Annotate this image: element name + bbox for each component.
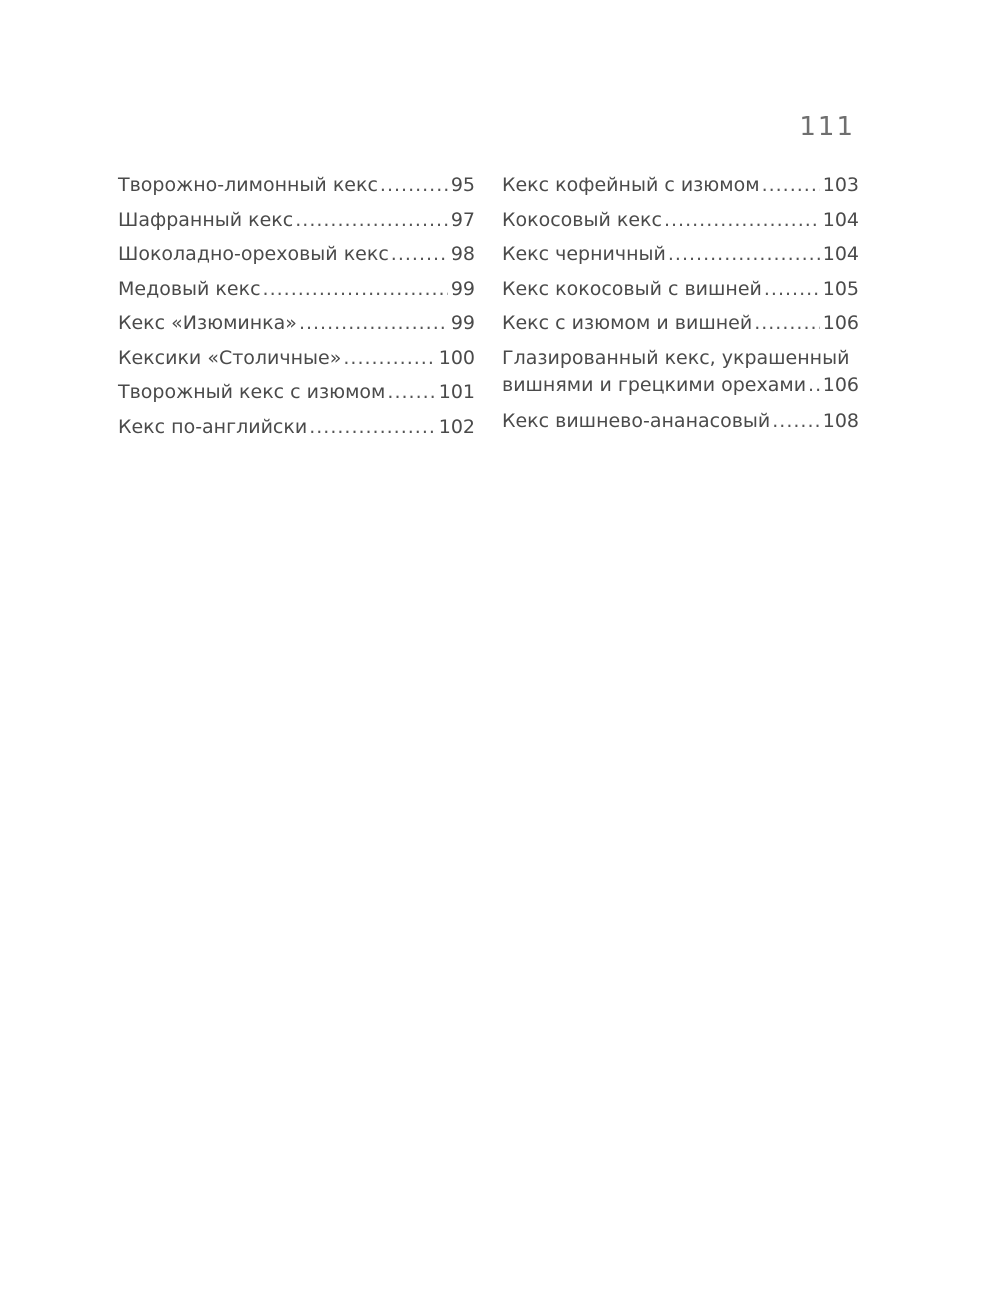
toc-entry[interactable] — [502, 276, 859, 311]
toc-entry[interactable] — [502, 207, 859, 242]
toc-entry-title: Кекс черничный — [502, 243, 666, 265]
leader-dots — [772, 408, 819, 435]
toc-entry-title: Кекс с изюмом и вишней — [502, 312, 753, 334]
toc-entry[interactable] — [118, 172, 475, 207]
toc-entry-page: 104 — [822, 208, 859, 231]
toc-entry[interactable] — [118, 276, 475, 311]
leader-dots — [754, 310, 820, 337]
toc-entry-page: 108 — [822, 409, 859, 432]
toc-entry-title: Кекс по-английски — [118, 415, 308, 438]
toc-entry-page: 104 — [822, 243, 859, 265]
toc-entry-page: 100 — [438, 346, 475, 369]
leader-dots — [343, 345, 435, 372]
leader-dots — [263, 276, 448, 303]
toc-entry[interactable] — [118, 379, 475, 414]
toc-entry-title: Творожно-лимонный кекс — [118, 174, 378, 196]
toc-entry[interactable] — [502, 310, 859, 345]
toc-entry[interactable] — [118, 310, 475, 345]
toc-entry-title: Медовый кекс — [118, 277, 261, 300]
toc-entry-page: 99 — [450, 312, 475, 334]
toc-entry-title-line-1: Глазированный кекс, украшенный — [502, 346, 850, 369]
toc-entry[interactable] — [502, 172, 859, 207]
page-number: 111 — [799, 112, 855, 142]
toc-entry-title: Кекс кокосовый с вишней — [502, 277, 762, 300]
toc-column-right — [502, 172, 859, 448]
toc-entry-page: 106 — [822, 373, 859, 396]
leader-dots — [380, 172, 448, 199]
toc-entry-page: 97 — [450, 208, 475, 231]
toc-entry-title: Шоколадно-ореховый кекс — [118, 243, 389, 265]
leader-dots — [808, 372, 820, 399]
toc-entry[interactable] — [502, 408, 859, 443]
leader-dots — [764, 276, 820, 303]
toc-entry-title: Кекс вишнево-ананасовый — [502, 409, 771, 432]
leader-dots — [762, 172, 820, 199]
toc-entry-title: Кексики «Столичные» — [118, 346, 342, 369]
toc-entry[interactable] — [118, 207, 475, 242]
leader-dots — [391, 241, 448, 268]
toc-entry-title: Кекс «Изюминка» — [118, 312, 297, 334]
toc-entry[interactable] — [118, 241, 475, 276]
leader-dots — [309, 414, 436, 441]
toc-entry[interactable] — [502, 241, 859, 276]
toc-entry[interactable] — [118, 345, 475, 380]
toc-entry-title: Шафранный кекс — [118, 208, 294, 231]
toc-entry-title: Кекс кофейный с изюмом — [502, 174, 760, 196]
leader-dots — [668, 241, 820, 268]
table-of-contents — [118, 172, 859, 448]
toc-entry-page: 99 — [450, 277, 475, 300]
leader-dots — [664, 207, 820, 234]
toc-entry-page: 95 — [450, 174, 475, 196]
toc-entry-title: Творожный кекс с изюмом — [118, 381, 386, 403]
toc-entry-title-line-2: вишнями и грецкими орехами — [502, 373, 807, 396]
leader-dots — [299, 310, 448, 337]
toc-entry-page: 101 — [438, 381, 475, 403]
toc-entry-title: Кокосовый кекс — [502, 208, 662, 231]
toc-entry[interactable] — [502, 345, 859, 408]
toc-entry[interactable] — [118, 414, 475, 449]
toc-entry-page: 103 — [822, 174, 859, 196]
leader-dots — [295, 207, 448, 234]
toc-entry-page: 98 — [450, 243, 475, 265]
toc-entry-page: 105 — [822, 277, 859, 300]
leader-dots — [387, 379, 435, 406]
toc-entry-page: 102 — [438, 415, 475, 438]
toc-entry-page: 106 — [822, 312, 859, 334]
toc-column-left — [118, 172, 475, 448]
